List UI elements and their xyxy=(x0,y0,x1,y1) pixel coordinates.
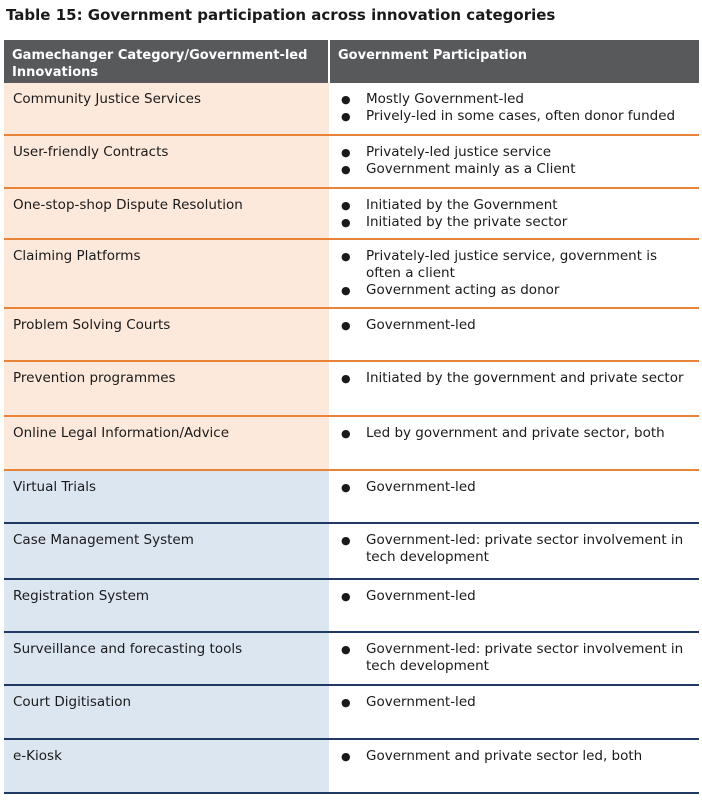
bullet-text: Led by government and private sector, both xyxy=(366,425,665,441)
bullet-item xyxy=(341,161,691,178)
table-row xyxy=(4,308,699,361)
bullet-icon: ● xyxy=(341,481,351,494)
bullet-text: Initiated by the private sector xyxy=(366,214,568,230)
category-cell: Prevention programmes xyxy=(4,361,329,416)
participation-cell xyxy=(329,188,699,239)
participation-cell xyxy=(329,239,699,308)
participation-cell xyxy=(329,579,699,632)
category-cell: Case Management System xyxy=(4,523,329,579)
table-row xyxy=(4,685,699,739)
category-cell: Community Justice Services xyxy=(4,83,329,135)
table-row xyxy=(4,188,699,239)
header-category: Gamechanger Category/Government-led Innovations xyxy=(4,40,329,83)
bullet-text: Government-led xyxy=(366,694,476,710)
bullet-text: Government mainly as a Client xyxy=(366,161,576,177)
bullet-item xyxy=(341,214,691,231)
participation-cell xyxy=(329,470,699,523)
category-cell: Surveillance and forecasting tools xyxy=(4,632,329,685)
bullet-text: Government-led xyxy=(366,479,476,495)
bullet-item xyxy=(341,282,691,299)
participation-cell xyxy=(329,632,699,685)
bullet-text: Government-led xyxy=(366,588,476,604)
bullet-icon: ● xyxy=(341,643,351,656)
bullet-item xyxy=(341,108,691,125)
bullet-icon: ● xyxy=(341,372,351,385)
bullet-item xyxy=(341,144,691,161)
category-cell: Court Digitisation xyxy=(4,685,329,739)
bullet-item xyxy=(341,91,691,108)
category-cell: e-Kiosk xyxy=(4,739,329,793)
bullet-item xyxy=(341,425,691,442)
table-row xyxy=(4,361,699,416)
bullet-icon: ● xyxy=(341,590,351,603)
bullet-item xyxy=(341,370,691,387)
table-row xyxy=(4,739,699,793)
bullet-icon: ● xyxy=(341,110,351,123)
table-row xyxy=(4,523,699,579)
bullet-item xyxy=(341,748,691,765)
bullet-icon: ● xyxy=(341,534,351,547)
participation-table xyxy=(4,40,699,794)
category-cell: User-friendly Contracts xyxy=(4,135,329,188)
bullet-item xyxy=(341,694,691,711)
bullet-icon: ● xyxy=(341,146,351,159)
bullet-text: Initiated by the government and private sector xyxy=(366,370,684,386)
bullet-text: Prively-led in some cases, often donor funded xyxy=(366,108,676,124)
category-cell: Virtual Trials xyxy=(4,470,329,523)
bullet-icon: ● xyxy=(341,163,351,176)
participation-cell xyxy=(329,523,699,579)
bullet-text: Mostly Government-led xyxy=(366,91,524,107)
bullet-text: Government acting as donor xyxy=(366,282,560,298)
bullet-item xyxy=(341,317,691,334)
bullet-icon: ● xyxy=(341,199,351,212)
bullet-text: Initiated by the Government xyxy=(366,197,558,213)
table-title: Table 15: Government participation across innovation categories xyxy=(6,6,556,24)
bullet-text: Privately-led justice service, government is often a client xyxy=(366,248,658,281)
bullet-text: Government-led: private sector involvement in tech development xyxy=(366,641,684,674)
bullet-icon: ● xyxy=(341,216,351,229)
table-row xyxy=(4,83,699,135)
bullet-text: Government-led xyxy=(366,317,476,333)
table-row xyxy=(4,135,699,188)
table-header-row xyxy=(4,40,699,83)
bullet-item xyxy=(341,248,691,282)
bullet-icon: ● xyxy=(341,319,351,332)
table-row xyxy=(4,579,699,632)
bullet-text: Government-led: private sector involvement in tech development xyxy=(366,532,684,565)
bullet-icon: ● xyxy=(341,284,351,297)
category-cell: Online Legal Information/Advice xyxy=(4,416,329,470)
participation-cell xyxy=(329,416,699,470)
participation-cell xyxy=(329,361,699,416)
bullet-icon: ● xyxy=(341,93,351,106)
bullet-item xyxy=(341,532,691,566)
table-body xyxy=(4,83,699,793)
participation-cell xyxy=(329,739,699,793)
bullet-item xyxy=(341,641,691,675)
participation-cell xyxy=(329,308,699,361)
table-row xyxy=(4,239,699,308)
table-row xyxy=(4,632,699,685)
bullet-item xyxy=(341,197,691,214)
header-participation: Government Participation xyxy=(329,40,699,83)
bullet-icon: ● xyxy=(341,250,351,263)
bullet-icon: ● xyxy=(341,750,351,763)
participation-cell xyxy=(329,83,699,135)
category-cell: Problem Solving Courts xyxy=(4,308,329,361)
participation-cell xyxy=(329,685,699,739)
participation-cell xyxy=(329,135,699,188)
category-cell: One-stop-shop Dispute Resolution xyxy=(4,188,329,239)
bullet-item xyxy=(341,479,691,496)
category-cell: Registration System xyxy=(4,579,329,632)
bullet-text: Government and private sector led, both xyxy=(366,748,643,764)
table-row xyxy=(4,470,699,523)
bullet-item xyxy=(341,588,691,605)
table-row xyxy=(4,416,699,470)
bullet-icon: ● xyxy=(341,427,351,440)
bullet-icon: ● xyxy=(341,696,351,709)
bullet-text: Privately-led justice service xyxy=(366,144,552,160)
category-cell: Claiming Platforms xyxy=(4,239,329,308)
